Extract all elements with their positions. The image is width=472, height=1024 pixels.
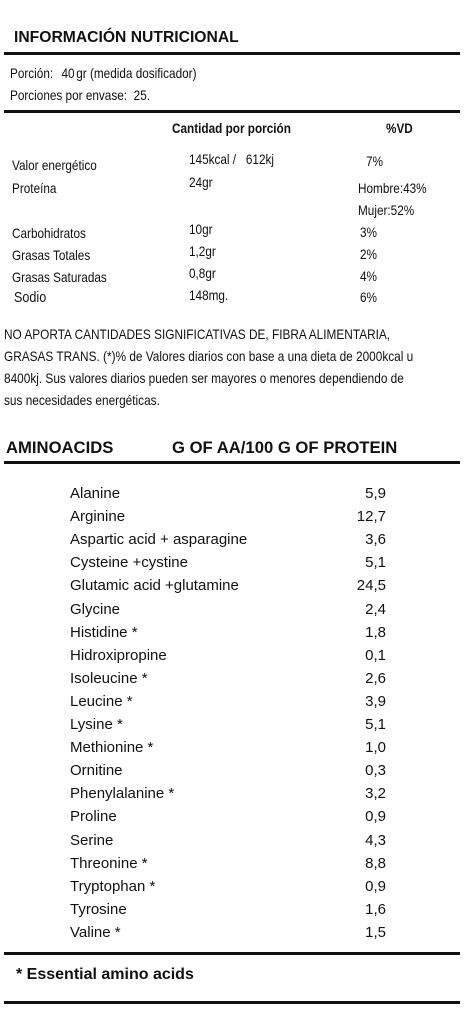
servings-line bbox=[10, 87, 150, 103]
note-line-3: 8400kj. Sus valores diarios pueden ser mayores o menores dependiendo de bbox=[4, 370, 404, 386]
aminoacid-value: 5,1 bbox=[365, 716, 386, 733]
nutrient-vd-energy: 7% bbox=[366, 153, 383, 169]
aminoacid-value: 24,5 bbox=[356, 577, 386, 594]
aminoacid-value: 1,5 bbox=[365, 924, 386, 941]
aminoacids-header-rule bbox=[4, 461, 460, 464]
aminoacids-header-left: AMINOACIDS bbox=[6, 438, 114, 457]
portion-unit: gr (medida dosificador) bbox=[76, 65, 197, 81]
nutrient-vd-sodium: 6% bbox=[360, 289, 377, 305]
nutrient-vd-total-fat: 2% bbox=[360, 246, 377, 262]
aminoacid-value: 0,9 bbox=[365, 808, 386, 825]
aminoacid-value: 5,1 bbox=[365, 554, 386, 571]
nutrient-name-sodium: Sodio bbox=[14, 289, 47, 306]
nutrient-vd-sat-fat: 4% bbox=[360, 268, 377, 284]
aminoacid-name: Threonine * bbox=[70, 855, 148, 872]
nutrient-vd-protein-women: Mujer:52% bbox=[358, 202, 415, 218]
aminoacid-value: 1,0 bbox=[365, 739, 386, 756]
aminoacid-name: Lysine * bbox=[70, 716, 123, 733]
nutrient-name-energy: Valor energético bbox=[12, 157, 97, 173]
nutrient-amount-carbs: 10gr bbox=[189, 221, 213, 237]
note-line-2: GRASAS TRANS. (*)% de Valores diarios con base a una dieta de 2000kcal u bbox=[4, 348, 414, 364]
aminoacid-name: Phenylalanine * bbox=[70, 785, 175, 802]
col-quantity-header: Cantidad por porción bbox=[172, 120, 291, 136]
aminoacid-name: Glycine bbox=[70, 601, 121, 618]
aminoacid-value: 8,8 bbox=[365, 855, 386, 872]
servings-value: 25. bbox=[133, 87, 151, 103]
portion-rule bbox=[4, 110, 460, 113]
aminoacid-value: 2,6 bbox=[365, 670, 386, 687]
aminoacid-name: Valine * bbox=[70, 924, 121, 941]
aminoacid-name: Tyrosine bbox=[70, 901, 127, 918]
aminoacid-name: Tryptophan * bbox=[70, 878, 156, 895]
aminoacid-name: Alanine bbox=[70, 485, 121, 502]
aminoacid-name: Ornitine bbox=[70, 762, 123, 779]
nutrient-name-carbs: Carbohidratos bbox=[12, 225, 86, 241]
essential-footnote: * Essential amino acids bbox=[16, 966, 194, 983]
aminoacid-value: 3,6 bbox=[365, 531, 386, 548]
aminoacid-value: 0,1 bbox=[365, 647, 386, 664]
aminoacid-name: Arginine bbox=[70, 508, 126, 525]
aminoacid-value: 4,3 bbox=[365, 832, 386, 849]
aminoacid-value: 5,9 bbox=[365, 485, 386, 502]
aminoacid-name: Histidine * bbox=[70, 624, 138, 641]
nutrient-name-total-fat: Grasas Totales bbox=[12, 247, 91, 263]
portion-label: Porción: bbox=[10, 65, 54, 81]
aminoacid-value: 3,2 bbox=[365, 785, 386, 802]
aminoacid-value: 1,8 bbox=[365, 624, 386, 641]
nutrient-amount-sat-fat: 0,8gr bbox=[189, 265, 216, 281]
nutrient-amount-protein: 24gr bbox=[189, 174, 213, 190]
aminoacid-value: 1,6 bbox=[365, 901, 386, 918]
aminoacid-name: Methionine * bbox=[70, 739, 154, 756]
portion-line bbox=[10, 65, 196, 81]
note-line-4: sus necesidades energéticas. bbox=[4, 392, 160, 408]
portion-value: 40 bbox=[61, 65, 75, 81]
footnote-rule bbox=[4, 1001, 460, 1004]
aminoacid-value: 0,9 bbox=[365, 878, 386, 895]
aminoacid-value: 0,3 bbox=[365, 762, 386, 779]
aminoacid-name: Aspartic acid + asparagine bbox=[70, 531, 248, 548]
aminoacid-value: 12,7 bbox=[356, 508, 386, 525]
aminoacid-name: Glutamic acid +glutamine bbox=[70, 577, 239, 594]
nutrient-amount-total-fat: 1,2gr bbox=[189, 243, 216, 259]
note-line-1: NO APORTA CANTIDADES SIGNIFICATIVAS DE, FIBRA ALIMENTARIA, bbox=[4, 326, 391, 342]
nutrition-note bbox=[4, 323, 460, 411]
nutrient-name-sat-fat: Grasas Saturadas bbox=[12, 269, 107, 285]
nutrient-name-protein: Proteína bbox=[12, 180, 57, 196]
aminoacid-name: Leucine * bbox=[70, 693, 133, 710]
nutrient-vd-protein-men: Hombre:43% bbox=[358, 180, 427, 196]
servings-label: Porciones por envase: bbox=[10, 87, 128, 103]
nutrient-vd-carbs: 3% bbox=[360, 224, 377, 240]
aminoacid-name: Isoleucine * bbox=[70, 670, 148, 687]
aminoacids-bottom-rule bbox=[4, 952, 460, 955]
aminoacid-name: Serine bbox=[70, 832, 114, 849]
aminoacid-value: 2,4 bbox=[365, 601, 386, 618]
nutrient-amount-energy: 145kcal / 612kj bbox=[189, 151, 274, 167]
aminoacid-name: Cysteine +cystine bbox=[70, 554, 188, 571]
aminoacid-value: 3,9 bbox=[365, 693, 386, 710]
aminoacids-header-right: G OF AA/100 G OF PROTEIN bbox=[172, 438, 398, 457]
aminoacid-name: Hidroxipropine bbox=[70, 647, 167, 664]
aminoacid-name: Proline bbox=[70, 808, 117, 825]
nutrition-title: INFORMACIÓN NUTRICIONAL bbox=[14, 29, 239, 46]
nutrient-amount-sodium: 148mg. bbox=[189, 287, 229, 303]
col-vd-header: %VD bbox=[386, 120, 413, 136]
title-rule bbox=[4, 52, 460, 55]
